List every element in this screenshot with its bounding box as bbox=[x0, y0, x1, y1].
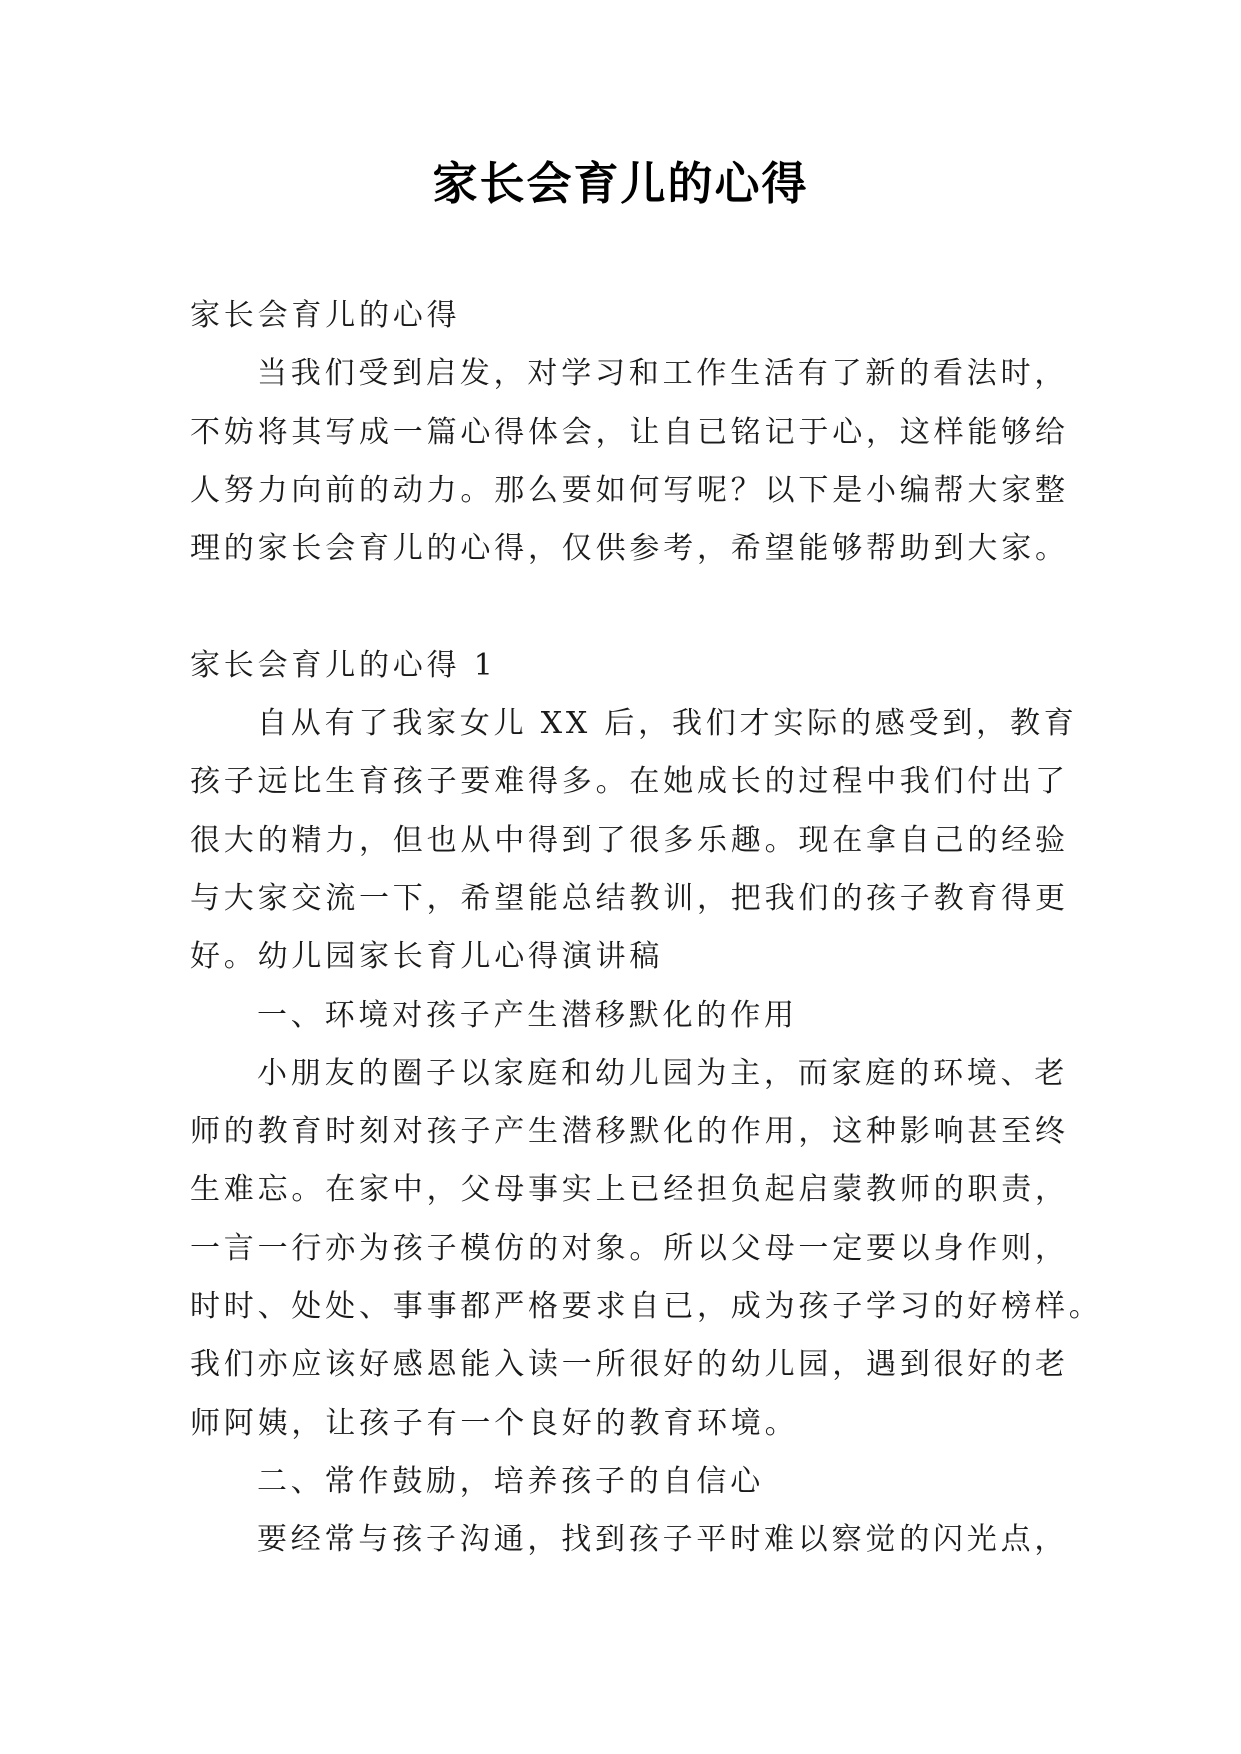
paragraph-line: 时时、处处、事事都严格要求自已，成为孩子学习的好榜样。 bbox=[190, 1289, 1103, 1325]
paragraph-line: 理的家长会育儿的心得，仅供参考，希望能够帮助到大家。 bbox=[190, 531, 1069, 567]
paragraph-line: 我们亦应该好感恩能入读一所很好的幼儿园，遇到很好的老 bbox=[190, 1347, 1069, 1383]
paragraph-line: 小朋友的圈子以家庭和幼儿园为主，而家庭的环境、老 bbox=[257, 1055, 1069, 1091]
intro-heading: 家长会育儿的心得 bbox=[190, 298, 461, 333]
paragraph-line: 师的教育时刻对孩子产生潜移默化的作用，这种影响甚至终 bbox=[190, 1114, 1069, 1150]
blank-line bbox=[190, 578, 1190, 636]
point-2-paragraph bbox=[190, 1511, 1190, 1569]
point-1-heading: 一、环境对孩子产生潜移默化的作用 bbox=[257, 997, 798, 1033]
paragraph-line: 很大的精力，但也从中得到了很多乐趣。现在拿自己的经验 bbox=[190, 822, 1069, 858]
paragraph-line: 自从有了我家女儿 XX 后，我们才实际的感受到，教育 bbox=[257, 706, 1078, 742]
document-body bbox=[190, 287, 1190, 1570]
point-1-paragraph bbox=[190, 1045, 1190, 1453]
section-heading: 家长会育儿的心得 1 bbox=[190, 647, 497, 683]
section-paragraph bbox=[190, 695, 1190, 986]
point-2-heading: 二、常作鼓励，培养孩子的自信心 bbox=[257, 1463, 764, 1499]
paragraph-line: 不妨将其写成一篇心得体会，让自已铭记于心，这样能够给 bbox=[190, 414, 1069, 450]
paragraph-line: 当我们受到启发，对学习和工作生活有了新的看法时， bbox=[257, 356, 1069, 392]
paragraph-line: 生难忘。在家中，父母事实上已经担负起启蒙教师的职责， bbox=[190, 1172, 1069, 1208]
paragraph-line: 孩子远比生育孩子要难得多。在她成长的过程中我们付出了 bbox=[190, 764, 1069, 800]
document-title: 家长会育儿的心得 bbox=[432, 157, 809, 210]
paragraph-line: 要经常与孩子沟通，找到孩子平时难以察觉的闪光点， bbox=[257, 1522, 1069, 1558]
paragraph-line: 与大家交流一下，希望能总结教训，把我们的孩子教育得更 bbox=[190, 880, 1069, 916]
intro-paragraph bbox=[190, 345, 1190, 578]
paragraph-line: 人努力向前的动力。那么要如何写呢？以下是小编帮大家整 bbox=[190, 472, 1069, 508]
paragraph-line: 一言一行亦为孩子模仿的对象。所以父母一定要以身作则， bbox=[190, 1230, 1069, 1266]
paragraph-line: 好。幼儿园家长育儿心得演讲稿 bbox=[190, 939, 664, 975]
paragraph-line: 师阿姨，让孩子有一个良好的教育环境。 bbox=[190, 1405, 799, 1441]
